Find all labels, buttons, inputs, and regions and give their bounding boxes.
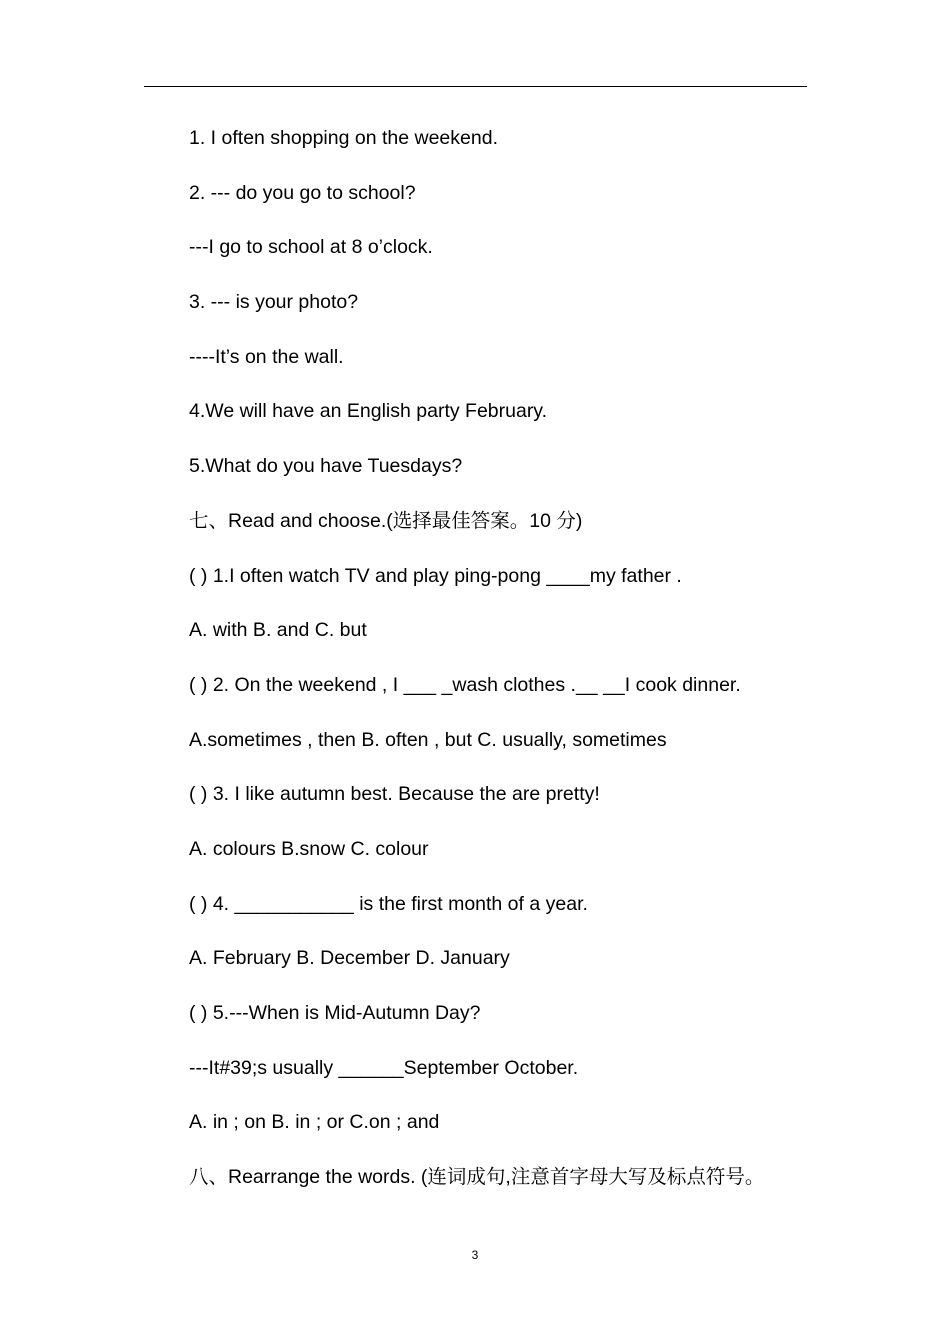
text-line: ----It’s on the wall. xyxy=(189,345,344,368)
text-line: 3. --- is your photo? xyxy=(189,291,359,314)
question-line: ( ) 1.I often watch TV and play ping-pong ____my father . xyxy=(189,564,682,587)
text-line: 2. --- do you go to school? xyxy=(189,181,416,204)
page-number: 3 xyxy=(471,1248,479,1262)
section-heading: 七、Read and choose.(选择最佳答案。10 分) xyxy=(189,509,583,532)
section-heading: 八、Rearrange the words. (连词成句,注意首字母大写及标点符号。 xyxy=(189,1166,765,1189)
answer-options: A. February B. December D. January xyxy=(189,947,510,970)
answer-options: A. colours B.snow C. colour xyxy=(189,837,429,860)
document-body xyxy=(189,124,909,1218)
question-line: ( ) 4. ___________ is the first month of a year. xyxy=(189,892,588,915)
question-line: ( ) 3. I like autumn best. Because the are pretty! xyxy=(189,783,600,806)
answer-options: A. with B. and C. but xyxy=(189,619,367,642)
question-line: ---It#39;s usually ______September October. xyxy=(189,1056,579,1079)
text-line: ---I go to school at 8 o’clock. xyxy=(189,236,433,259)
question-line: ( ) 2. On the weekend , I ___ _wash clothes .__ __I cook dinner. xyxy=(189,673,741,696)
answer-options: A.sometimes , then B. often , but C. usually, sometimes xyxy=(189,728,667,751)
text-line: 1. I often shopping on the weekend. xyxy=(189,127,498,149)
text-line: 5.What do you have Tuesdays? xyxy=(189,455,463,478)
header-rule xyxy=(144,86,807,87)
question-line: ( ) 5.---When is Mid-Autumn Day? xyxy=(189,1002,481,1024)
text-line: 4.We will have an English party February. xyxy=(189,400,548,423)
answer-options: A. in ; on B. in ; or C.on ; and xyxy=(189,1111,440,1134)
